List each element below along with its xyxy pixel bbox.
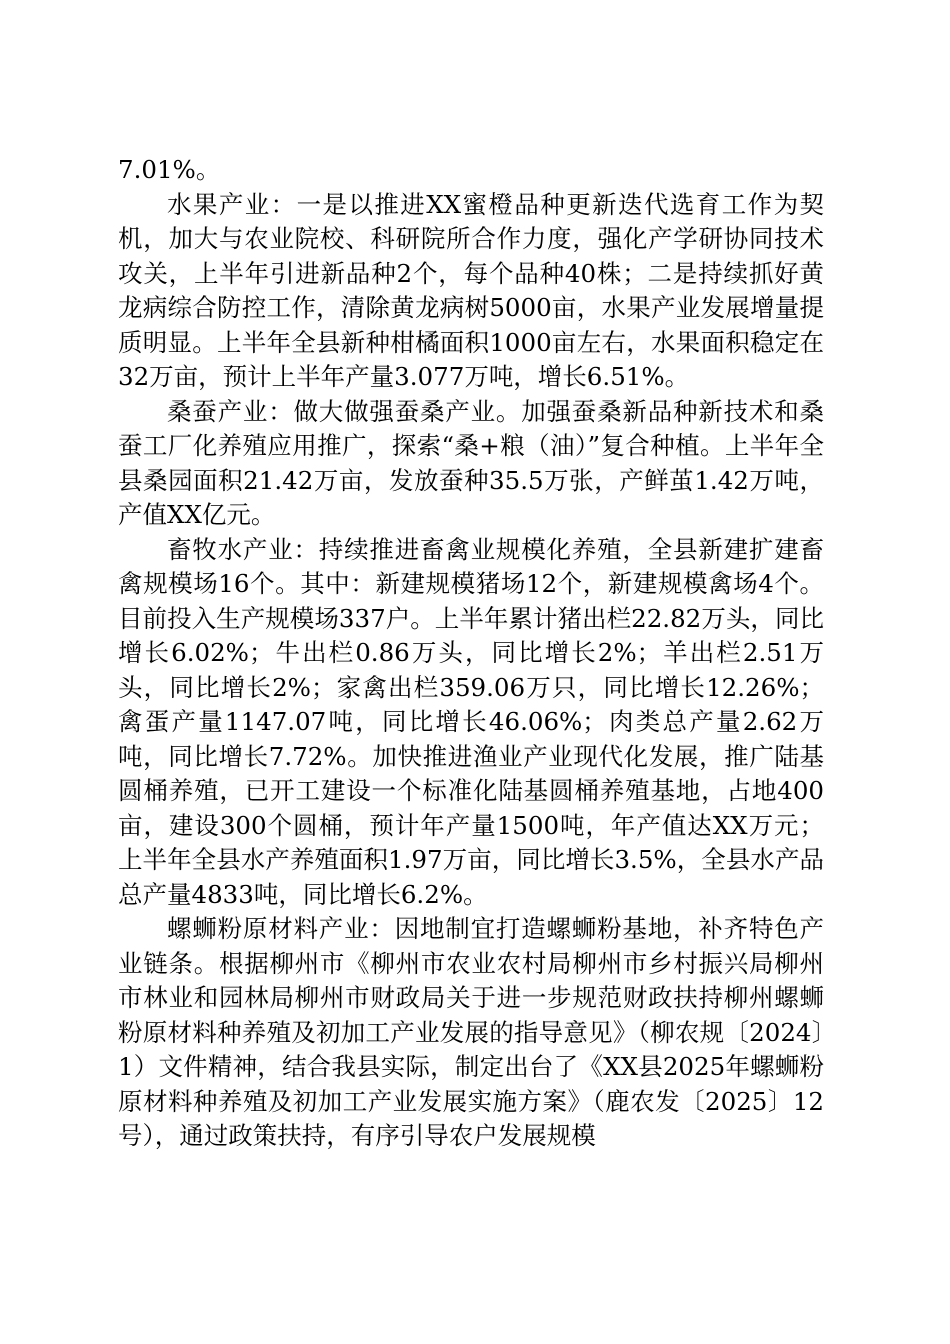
- paragraph-livestock-aquaculture: 畜牧水产业：持续推进畜禽业规模化养殖，全县新建扩建畜禽规模场16个。其中：新建规模猪场12个，新建规模禽场4个。目前投入生产规模场337户。上半年累计猪出栏22.82万头，同比增长6.02%；牛出栏0.86万头，同比增长2%；羊出栏2.51万头，同比增长2%；家禽出栏359.06万只，同比增长12.26%；禽蛋产量1147.07吨，同比增长46.06%；肉类总产量2.62万吨，同比增长7.72%。加快推进渔业产业现代化发展，推广陆基圆桶养殖，已开工建设一个标准化陆基圆桶养殖基地，占地400亩，建设300个圆桶，预计年产量1500吨，年产值达XX万元；上半年全县水产养殖面积1.97万亩，同比增长3.5%，全县水产品总产量4833吨，同比增长6.2%。: [118, 534, 824, 909]
- paragraph-continuation: 7.01%。: [118, 155, 221, 184]
- paragraph-sericulture-industry: 桑蚕产业：做大做强蚕桑产业。加强蚕桑新品种新技术和桑蚕工厂化养殖应用推广，探索“桑+粮（油）”复合种植。上半年全县桑园面积21.42万亩，发放蚕种35.5万张，产鲜茧1.42万吨，产值XX亿元。: [118, 396, 824, 529]
- paragraph-fruit-industry: 水果产业：一是以推进XX蜜橙品种更新迭代选育工作为契机，加大与农业院校、科研院所合作力度，强化产学研协同技术攻关，上半年引进新品种2个，每个品种40株；二是持续抓好黄龙病综合防控工作，清除黄龙病树5000亩，水果产业发展增量提质明显。上半年全县新种柑橘面积1000亩左右，水果面积稳定在32万亩，预计上半年产量3.077万吨，增长6.51%。: [118, 189, 824, 391]
- document-body: [118, 153, 824, 1154]
- paragraph-luosifen-materials: 螺蛳粉原材料产业：因地制宜打造螺蛳粉基地，补齐特色产业链条。根据柳州市《柳州市农业农村局柳州市乡村振兴局柳州市林业和园林局柳州市财政局关于进一步规范财政扶持柳州螺蛳粉原材料种养殖及初加工产业发展的指导意见》（柳农规〔2024〕1）文件精神，结合我县实际，制定出台了《XX县2025年螺蛳粉原材料种养殖及初加工产业发展实施方案》（鹿农发〔2025〕12号），通过政策扶持，有序引导农户发展规模: [118, 914, 824, 1150]
